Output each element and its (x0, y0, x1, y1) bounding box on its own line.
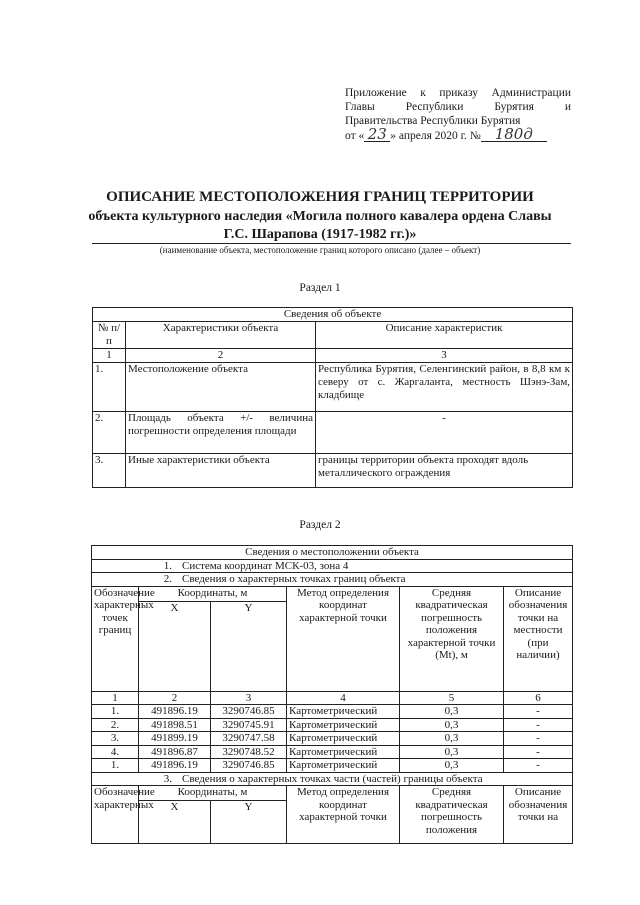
col-method: Метод определения координат характерной точки (287, 586, 400, 691)
point-x: 491896.19 (139, 759, 211, 773)
point-error: 0,3 (400, 718, 504, 732)
point-error: 0,3 (400, 705, 504, 719)
table-row (92, 732, 573, 746)
point-desc: - (504, 732, 573, 746)
col-characteristic: Характеристики объекта (126, 322, 316, 349)
point-desc: - (504, 705, 573, 719)
title-underline (92, 243, 571, 244)
idx-cell: 6 (504, 691, 573, 705)
row-name: Местоположение объекта (126, 363, 316, 412)
table-row (92, 705, 573, 719)
table-row (92, 718, 573, 732)
row-name: Площадь объекта +/- величина погрешности определения площади (126, 412, 316, 454)
col-point-id: Обозначение характерных точек границ (92, 586, 139, 691)
point-id: 1. (92, 759, 139, 773)
point-desc: - (504, 718, 573, 732)
idx-cell: 3 (211, 691, 287, 705)
table1-header: Сведения об объекте (93, 308, 573, 322)
b-col-y: Y (211, 801, 287, 844)
table-row (93, 363, 573, 412)
point-y: 3290746.85 (211, 759, 287, 773)
col-num: № п/п (93, 322, 126, 349)
point-error: 0,3 (400, 732, 504, 746)
row-desc: - (316, 412, 573, 454)
date-day: 23 (364, 128, 390, 142)
row-num: 1. (93, 363, 126, 412)
point-x: 491896.87 (139, 745, 211, 759)
col-description: Описание характеристик (316, 322, 573, 349)
point-x: 491899.19 (139, 732, 211, 746)
date-prefix: от « (345, 130, 365, 142)
coord-system-row: 1. Система координат МСК-03, зона 4 (92, 559, 573, 573)
idx-cell: 4 (287, 691, 400, 705)
part-points-heading-row: 3. Сведения о характерных точках части (частей) границы объекта (92, 772, 573, 786)
section-1-label: Раздел 1 (299, 282, 341, 294)
point-method: Картометрический (287, 745, 400, 759)
row-desc: границы территории объекта проходят вдоль металлического ограждения (316, 454, 573, 488)
point-method: Картометрический (287, 732, 400, 746)
table-row (93, 454, 573, 488)
table2-header: Сведения о местоположении объекта (92, 546, 573, 560)
point-desc: - (504, 745, 573, 759)
idx-cell: 1 (92, 691, 139, 705)
col-point-desc: Описание обозначения точки на местности (при наличии) (504, 586, 573, 691)
point-error: 0,3 (400, 745, 504, 759)
date-mid: » апреля 2020 г. № (390, 130, 481, 142)
point-x: 491896.19 (139, 705, 211, 719)
order-number: 180д (481, 128, 547, 142)
point-y: 3290747.58 (211, 732, 287, 746)
col-error: Средняя квадратическая погрешность положения характерной точки (Mt), м (400, 586, 504, 691)
b-col-point-id: Обозначение характерных (92, 786, 139, 844)
table-row (92, 745, 573, 759)
point-x: 491898.51 (139, 718, 211, 732)
idx-cell: 2 (126, 349, 316, 363)
point-y: 3290745.91 (211, 718, 287, 732)
row-num: 2. (93, 412, 126, 454)
doc-title: ОПИСАНИЕ МЕСТОПОЛОЖЕНИЯ ГРАНИЦ ТЕРРИТОРИИ (106, 189, 534, 205)
b-col-coords: Координаты, м (139, 786, 287, 801)
annex-line-3: Правительства Республики Бурятия (345, 115, 521, 127)
idx-cell: 1 (93, 349, 126, 363)
doc-subtitle-2: Г.С. Шарапова (1917-1982 гг.)» (223, 227, 417, 242)
b-col-method: Метод определения координат характерной точки (287, 786, 400, 844)
annex-block (345, 86, 571, 143)
col-y: Y (211, 601, 287, 691)
annex-date-line (345, 125, 571, 143)
location-table (91, 545, 573, 844)
point-desc: - (504, 759, 573, 773)
b-col-error: Средняя квадратическая погрешность положения (400, 786, 504, 844)
b-col-point-desc: Описание обозначения точки на (504, 786, 573, 844)
point-id: 1. (92, 705, 139, 719)
idx-cell: 5 (400, 691, 504, 705)
annex-line-2: Главы Республики Бурятия и (345, 101, 571, 113)
point-id: 2. (92, 718, 139, 732)
point-error: 0,3 (400, 759, 504, 773)
idx-cell: 2 (139, 691, 211, 705)
row-desc: Республика Бурятия, Селенгинский район, в 8,8 км к северу от с. Жаргаланта, местность Шэнэ-Зам, кладбище (316, 363, 573, 412)
doc-subtitle-1: объекта культурного наследия «Могила полного кавалера ордена Славы (88, 209, 552, 224)
table-row (92, 759, 573, 773)
point-id: 4. (92, 745, 139, 759)
point-method: Картометрический (287, 759, 400, 773)
b-col-x: X (139, 801, 211, 844)
point-method: Картометрический (287, 718, 400, 732)
title-note: (наименование объекта, местоположение границ которого описано (далее – объект) (159, 245, 481, 255)
row-num: 3. (93, 454, 126, 488)
points-heading-row: 2. Сведения о характерных точках границ объекта (92, 573, 573, 587)
row-name: Иные характеристики объекта (126, 454, 316, 488)
point-method: Картометрический (287, 705, 400, 719)
section-2-label: Раздел 2 (299, 519, 341, 531)
idx-cell: 3 (316, 349, 573, 363)
annex-line-1: Приложение к приказу Администрации (345, 87, 571, 99)
point-id: 3. (92, 732, 139, 746)
point-y: 3290746.85 (211, 705, 287, 719)
object-info-table (92, 307, 573, 488)
col-x: X (139, 601, 211, 691)
point-y: 3290748.52 (211, 745, 287, 759)
col-coords: Координаты, м (139, 586, 287, 601)
table-row (93, 412, 573, 454)
